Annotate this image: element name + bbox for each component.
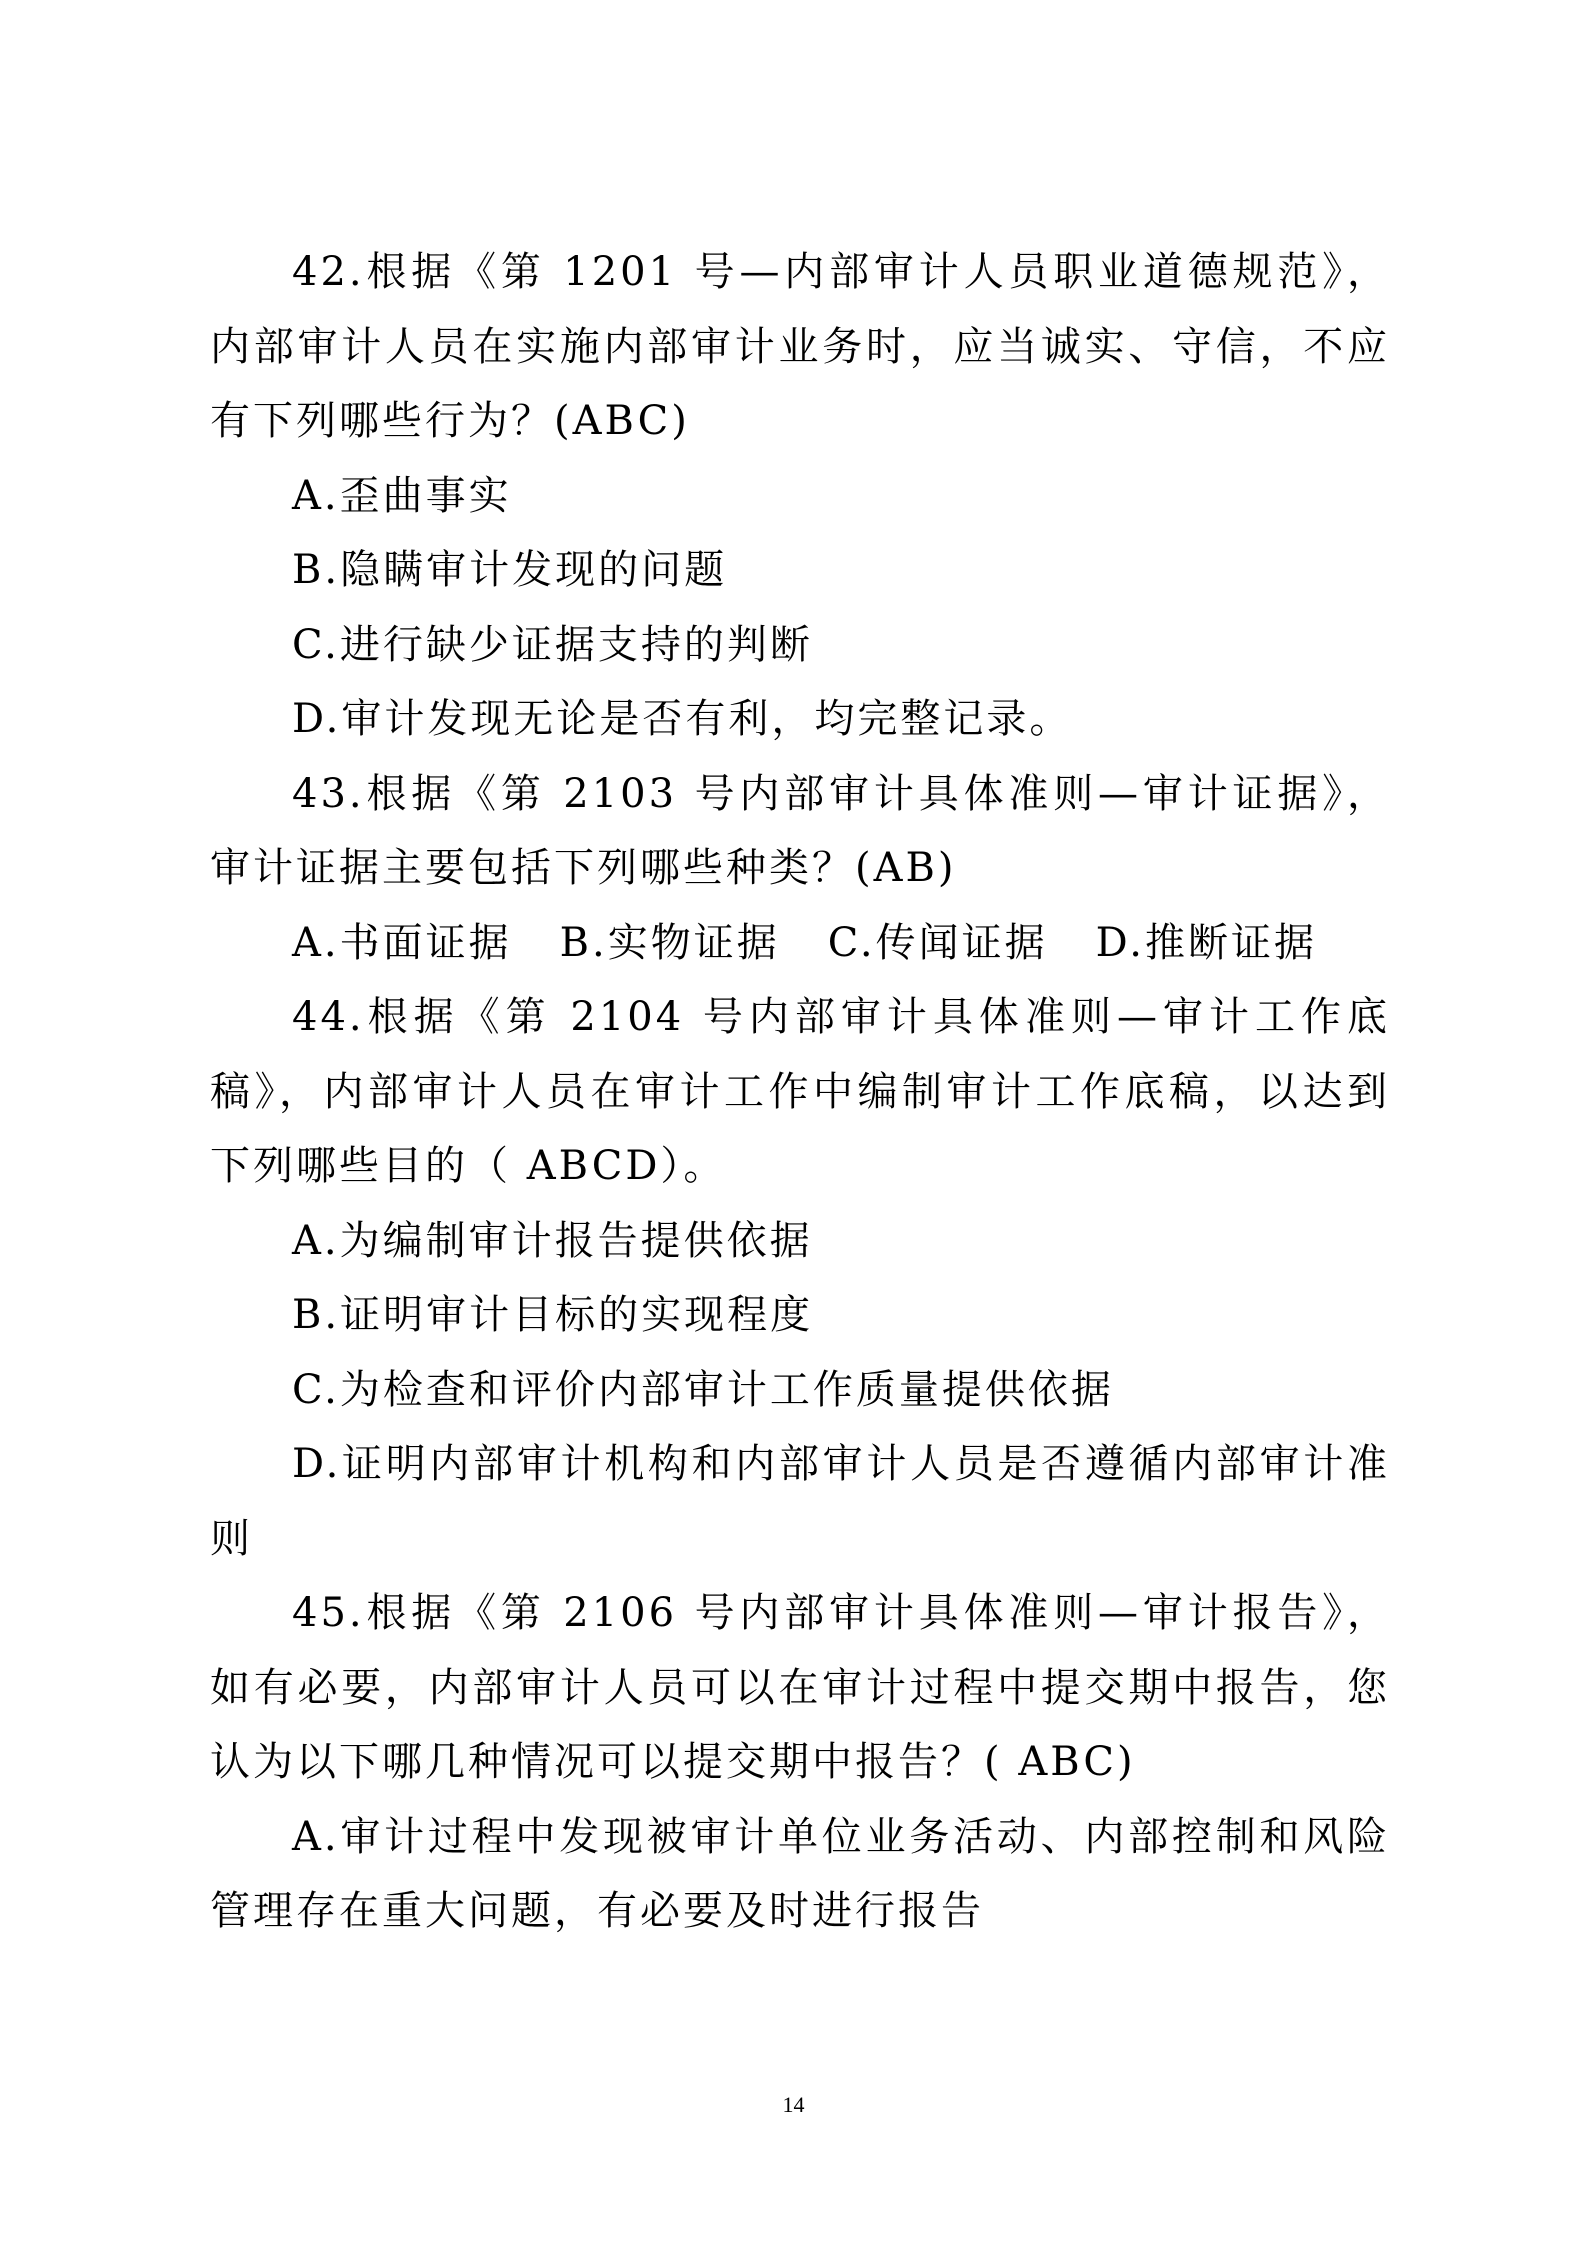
question-43-options bbox=[210, 906, 1390, 981]
question-44-stem: 44.根据《第 2104 号内部审计具体准则—审计工作底稿》，内部审计人员在审计工作中编制审计工作底稿，以达到下列哪些目的（ ABCD）。 bbox=[210, 994, 1390, 1189]
question-44-option-a: A.为编制审计报告提供依据 bbox=[292, 1217, 813, 1264]
question-43-option-d: D.推断证据 bbox=[1095, 919, 1317, 966]
question-44-option-c: C.为检查和评价内部审计工作质量提供依据 bbox=[292, 1366, 1114, 1413]
question-42-option-a: A.歪曲事实 bbox=[292, 472, 512, 519]
question-42-option-c: C.进行缺少证据支持的判断 bbox=[292, 621, 813, 668]
question-list bbox=[210, 235, 1390, 1949]
question-42-option-d: D.审计发现无论是否有利，均完整记录。 bbox=[292, 696, 1073, 742]
question-45-stem: 45.根据《第 2106 号内部审计具体准则—审计报告》，如有必要，内部审计人员可以在审计过程中提交期中报告，您认为以下哪几种情况可以提交期中报告？( ABC) bbox=[210, 1590, 1390, 1785]
page-number: 14 bbox=[782, 2092, 805, 2117]
question-44-option-d: D.证明内部审计机构和内部审计人员是否遵循内部审计准则 bbox=[210, 1441, 1390, 1562]
question-42-stem: 42.根据《第 1201 号—内部审计人员职业道德规范》，内部审计人员在实施内部审计业务时，应当诚实、守信，不应有下列哪些行为？(ABC) bbox=[210, 249, 1390, 444]
question-43-option-b: B.实物证据 bbox=[559, 919, 780, 966]
question-45-option-a: A.审计过程中发现被审计单位业务活动、内部控制和风险管理存在重大问题，有必要及时进行报告 bbox=[210, 1813, 1390, 1934]
question-43-option-c: C.传闻证据 bbox=[827, 919, 1048, 966]
question-43-stem: 43.根据《第 2103 号内部审计具体准则—审计证据》，审计证据主要包括下列哪些种类？(AB) bbox=[210, 770, 1390, 891]
question-44-option-b: B.证明审计目标的实现程度 bbox=[292, 1292, 814, 1338]
question-42-option-b: B.隐瞒审计发现的问题 bbox=[292, 547, 728, 593]
question-43-option-a: A.书面证据 bbox=[292, 919, 512, 966]
